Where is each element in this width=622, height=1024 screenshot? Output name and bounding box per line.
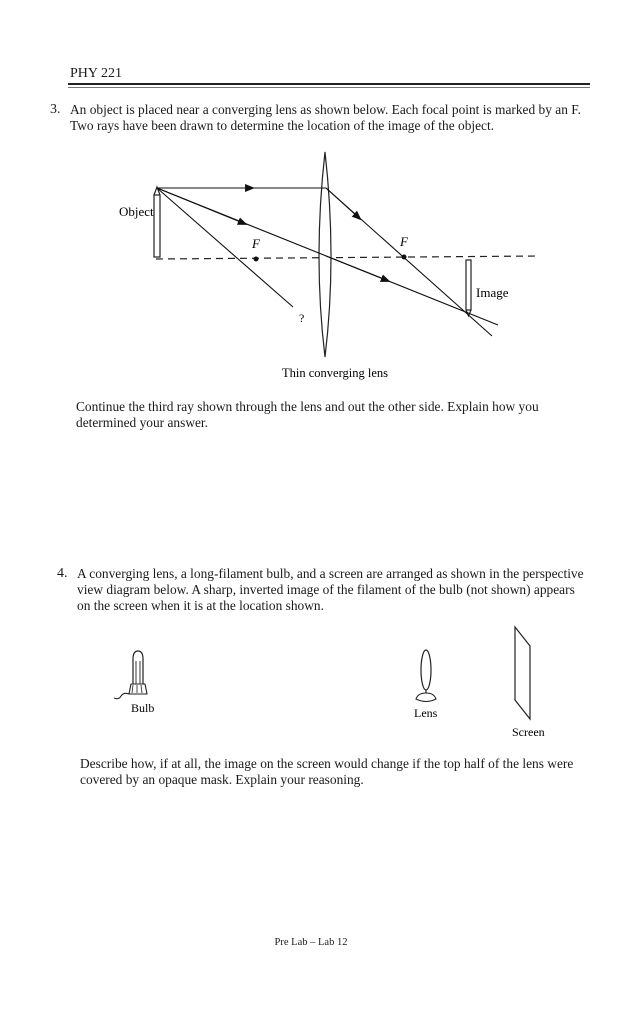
optical-axis bbox=[156, 256, 540, 259]
question-3-number: 3. bbox=[50, 102, 61, 117]
screen-label: Screen bbox=[512, 725, 545, 739]
focal-label-left: F bbox=[252, 236, 260, 251]
lens-stand-icon bbox=[416, 650, 436, 702]
image-label: Image bbox=[476, 285, 509, 300]
bulb-icon bbox=[114, 651, 147, 699]
question-4-describe: Describe how, if at all, the image on the screen would change if the top half of the lens were covered by an opaque mask. Explain your reasoning. bbox=[80, 756, 574, 787]
question-3-continue: Continue the third ray shown through the lens and out the other side. Explain how you determined your answer. bbox=[76, 399, 539, 430]
ray-1-refracted-arrow bbox=[326, 188, 358, 217]
object-arrow bbox=[154, 187, 160, 257]
focal-label-right: F bbox=[400, 234, 408, 249]
ray-2-arrow-a bbox=[157, 188, 243, 223]
screen-icon bbox=[515, 627, 530, 719]
bulb-label: Bulb bbox=[131, 701, 155, 715]
perspective-diagram bbox=[114, 627, 545, 739]
ray-3 bbox=[157, 188, 293, 307]
image-arrow bbox=[466, 260, 471, 316]
focal-point-left bbox=[254, 257, 259, 262]
question-4-prompt: A converging lens, a long-filament bulb, and a screen are arranged as shown in the perspective view diagram below. A sharp, inverted image of the filament of the bulb (not shown) appears on the screen when it is at the location shown. bbox=[77, 566, 584, 613]
question-4-number: 4. bbox=[57, 566, 68, 581]
lens-label: Lens bbox=[414, 706, 438, 720]
lens-caption: Thin converging lens bbox=[282, 366, 388, 380]
ray-2-arrow-b bbox=[326, 256, 386, 280]
question-mark: ? bbox=[299, 311, 305, 325]
question-3-prompt: An object is placed near a converging lens as shown below. Each focal point is marked by an F. Two rays have been drawn to determine the location of the image of the object. bbox=[70, 102, 581, 133]
object-label: Object bbox=[119, 204, 154, 219]
page-footer: Pre Lab – Lab 12 bbox=[274, 937, 348, 948]
thin-lens bbox=[319, 152, 331, 357]
course-code: PHY 221 bbox=[70, 66, 122, 81]
ray-diagram bbox=[119, 152, 540, 380]
